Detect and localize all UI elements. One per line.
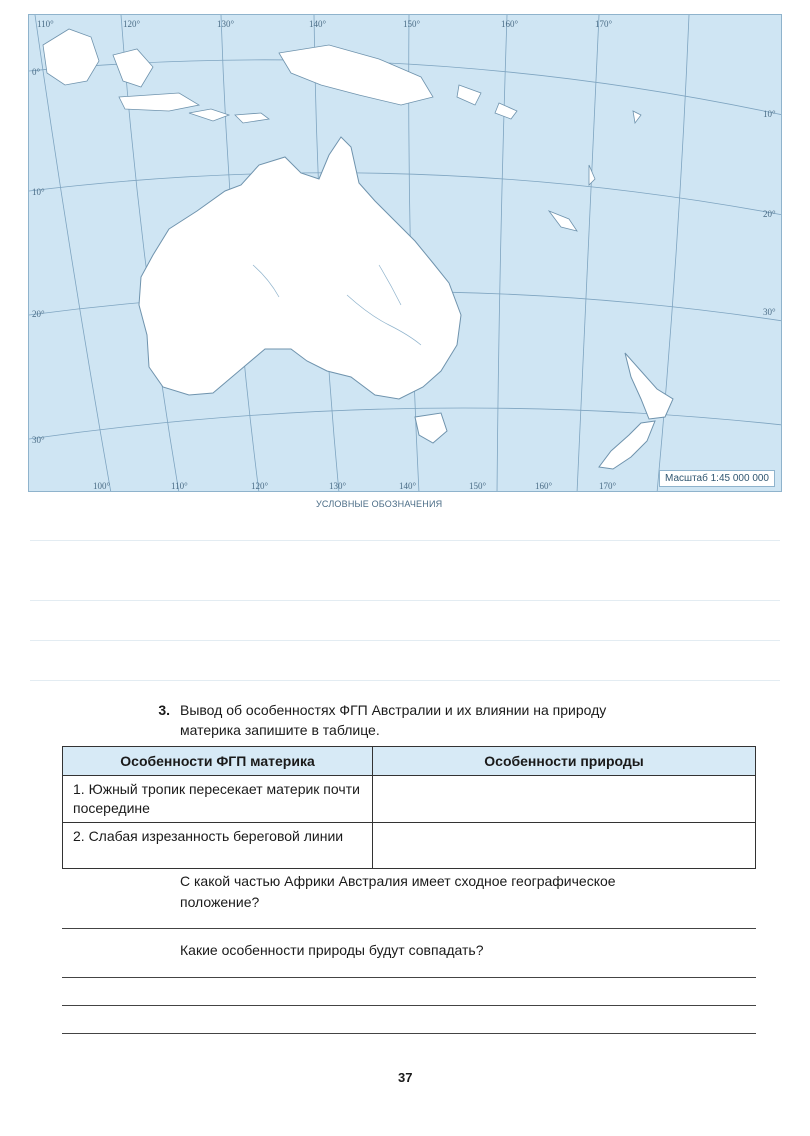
task-3: [62, 700, 756, 869]
bleed-line: [30, 600, 780, 601]
australia-mainland: [139, 137, 461, 399]
lat-left-2: 10°: [32, 187, 45, 197]
new-zealand-north: [625, 353, 673, 419]
table-cell: 2. Слабая изрезанность береговой линии: [63, 823, 373, 869]
lat-right-3: 30°: [763, 307, 776, 317]
lon-top-5: 150°: [403, 19, 421, 29]
answer-cell[interactable]: [373, 823, 756, 869]
lat-right-2: 20°: [763, 209, 776, 219]
table-header-row: [63, 747, 756, 776]
task-instruction: Вывод об особенностях ФГП Австралии и их влиянии на природу материка запишите в таблице.: [180, 702, 607, 738]
lon-top-4: 140°: [309, 19, 327, 29]
answer-line[interactable]: [62, 928, 756, 929]
fgp-table: [62, 746, 756, 869]
lat-left-3: 20°: [32, 309, 45, 319]
lon-bottom-7: 160°: [535, 481, 553, 491]
page-number: 37: [398, 1070, 413, 1085]
table-row: [63, 776, 756, 823]
map-canvas: [29, 15, 782, 492]
lat-right-1: 10°: [763, 109, 776, 119]
lon-bottom-6: 150°: [469, 481, 487, 491]
table-header: Особенности природы: [373, 747, 756, 776]
lon-bottom-1: 100°: [93, 481, 111, 491]
task-number: 3.: [158, 702, 170, 718]
lat-labels-right: [763, 109, 776, 317]
lon-bottom-4: 130°: [329, 481, 347, 491]
new-zealand-south: [599, 421, 655, 469]
answer-cell[interactable]: [373, 776, 756, 823]
lon-top-6: 160°: [501, 19, 519, 29]
lon-bottom-3: 120°: [251, 481, 269, 491]
pacific-islands: [549, 111, 641, 231]
answer-line[interactable]: [62, 977, 756, 978]
lat-left-1: 0°: [32, 67, 41, 77]
lon-top-7: 170°: [595, 19, 613, 29]
lon-top-1: 110°: [37, 19, 54, 29]
table-header: Особенности ФГП материка: [63, 747, 373, 776]
lon-labels-bottom: [93, 481, 617, 491]
map-scale: Масштаб 1:45 000 000: [659, 470, 775, 487]
question-1: С какой частью Африки Австралия имеет сходное географическое положение?: [180, 873, 616, 910]
map-frame: [28, 14, 782, 492]
answer-line[interactable]: [62, 1033, 756, 1034]
lon-bottom-5: 140°: [399, 481, 417, 491]
tasmania: [415, 413, 447, 443]
answer-line[interactable]: [62, 1005, 756, 1006]
table-cell: 1. Южный тропик пересекает материк почти посередине: [63, 776, 373, 823]
question-2: Какие особенности природы будут совпадать?: [180, 942, 484, 958]
lon-top-3: 130°: [217, 19, 235, 29]
contour-map: [28, 14, 782, 514]
lon-top-2: 120°: [123, 19, 141, 29]
lat-labels-left: [32, 67, 45, 445]
lon-bottom-8: 170°: [599, 481, 617, 491]
north-islands: [43, 29, 517, 123]
lon-labels-top: [37, 19, 613, 29]
bleed-line: [30, 540, 780, 541]
legend-caption: УСЛОВНЫЕ ОБОЗНАЧЕНИЯ: [316, 499, 443, 509]
task-header: [62, 700, 756, 740]
lat-left-4: 30°: [32, 435, 45, 445]
bleed-line: [30, 640, 780, 641]
lon-bottom-2: 110°: [171, 481, 188, 491]
bleed-line: [30, 680, 780, 681]
table-row: [63, 823, 756, 869]
